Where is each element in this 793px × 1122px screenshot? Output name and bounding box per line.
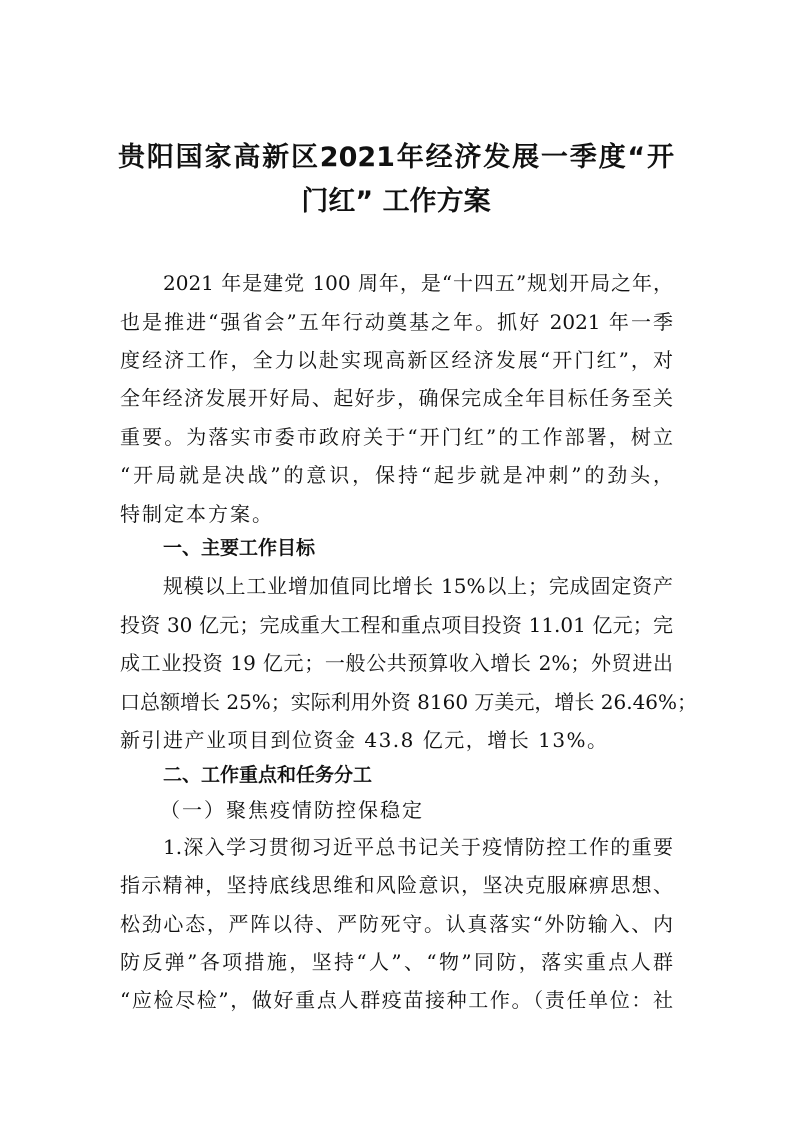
section-heading-1: 一、主要工作目标: [163, 537, 316, 559]
intro-line: 度经济工作，全力以赴实现高新区经济发展“开门红”，对: [120, 348, 673, 372]
intro-line: 全年经济发展开好局、起好步，确保完成全年目标任务至关: [120, 386, 673, 410]
goals-line: 新引进产业项目到位资金 43.8 亿元，增长 13%。: [120, 728, 609, 752]
section-heading-2: 二、工作重点和任务分工: [163, 764, 373, 786]
item-line: 指示精神，坚持底线思维和风险意识，坚决克服麻痹思想、: [120, 873, 673, 897]
intro-line: 也是推进“强省会”五年行动奠基之年。抓好 2021 年一季: [120, 310, 673, 334]
intro-line: 重要。为落实市委市政府关于“开门红”的工作部署，树立: [120, 425, 673, 449]
document-title-line-1: 贵阳国家高新区2021年经济发展一季度“开: [118, 142, 674, 173]
intro-line: 2021 年是建党 100 周年，是“十四五”规划开局之年，: [163, 271, 673, 295]
intro-line: 特制定本方案。: [120, 502, 274, 526]
goals-line: 口总额增长 25%；实际利用外资 8160 万美元，增长 26.46%；: [120, 690, 698, 714]
intro-line: “开局就是决战”的意识，保持“起步就是冲刺”的劲头，: [120, 463, 673, 487]
item-line: 1.深入学习贯彻习近平总书记关于疫情防控工作的重要: [163, 835, 673, 859]
item-line: 防反弹”各项措施，坚持“人”、“物”同防，落实重点人群: [120, 950, 673, 974]
item-line: 松劲心态，严阵以待、严防死守。认真落实“外防输入、内: [120, 912, 673, 936]
goals-line: 成工业投资 19 亿元；一般公共预算收入增长 2%；外贸进出: [120, 651, 673, 675]
item-line: “应检尽检”，做好重点人群疫苗接种工作。（责任单位：社: [120, 988, 673, 1012]
document-title-line-2: 门红” 工作方案: [301, 186, 491, 217]
goals-line: 投资 30 亿元；完成重大工程和重点项目投资 11.01 亿元；完: [120, 613, 673, 637]
goals-line: 规模以上工业增加值同比增长 15%以上；完成固定资产: [163, 574, 673, 598]
subsection-heading-1: （一）聚焦疫情防控保稳定: [160, 798, 424, 822]
